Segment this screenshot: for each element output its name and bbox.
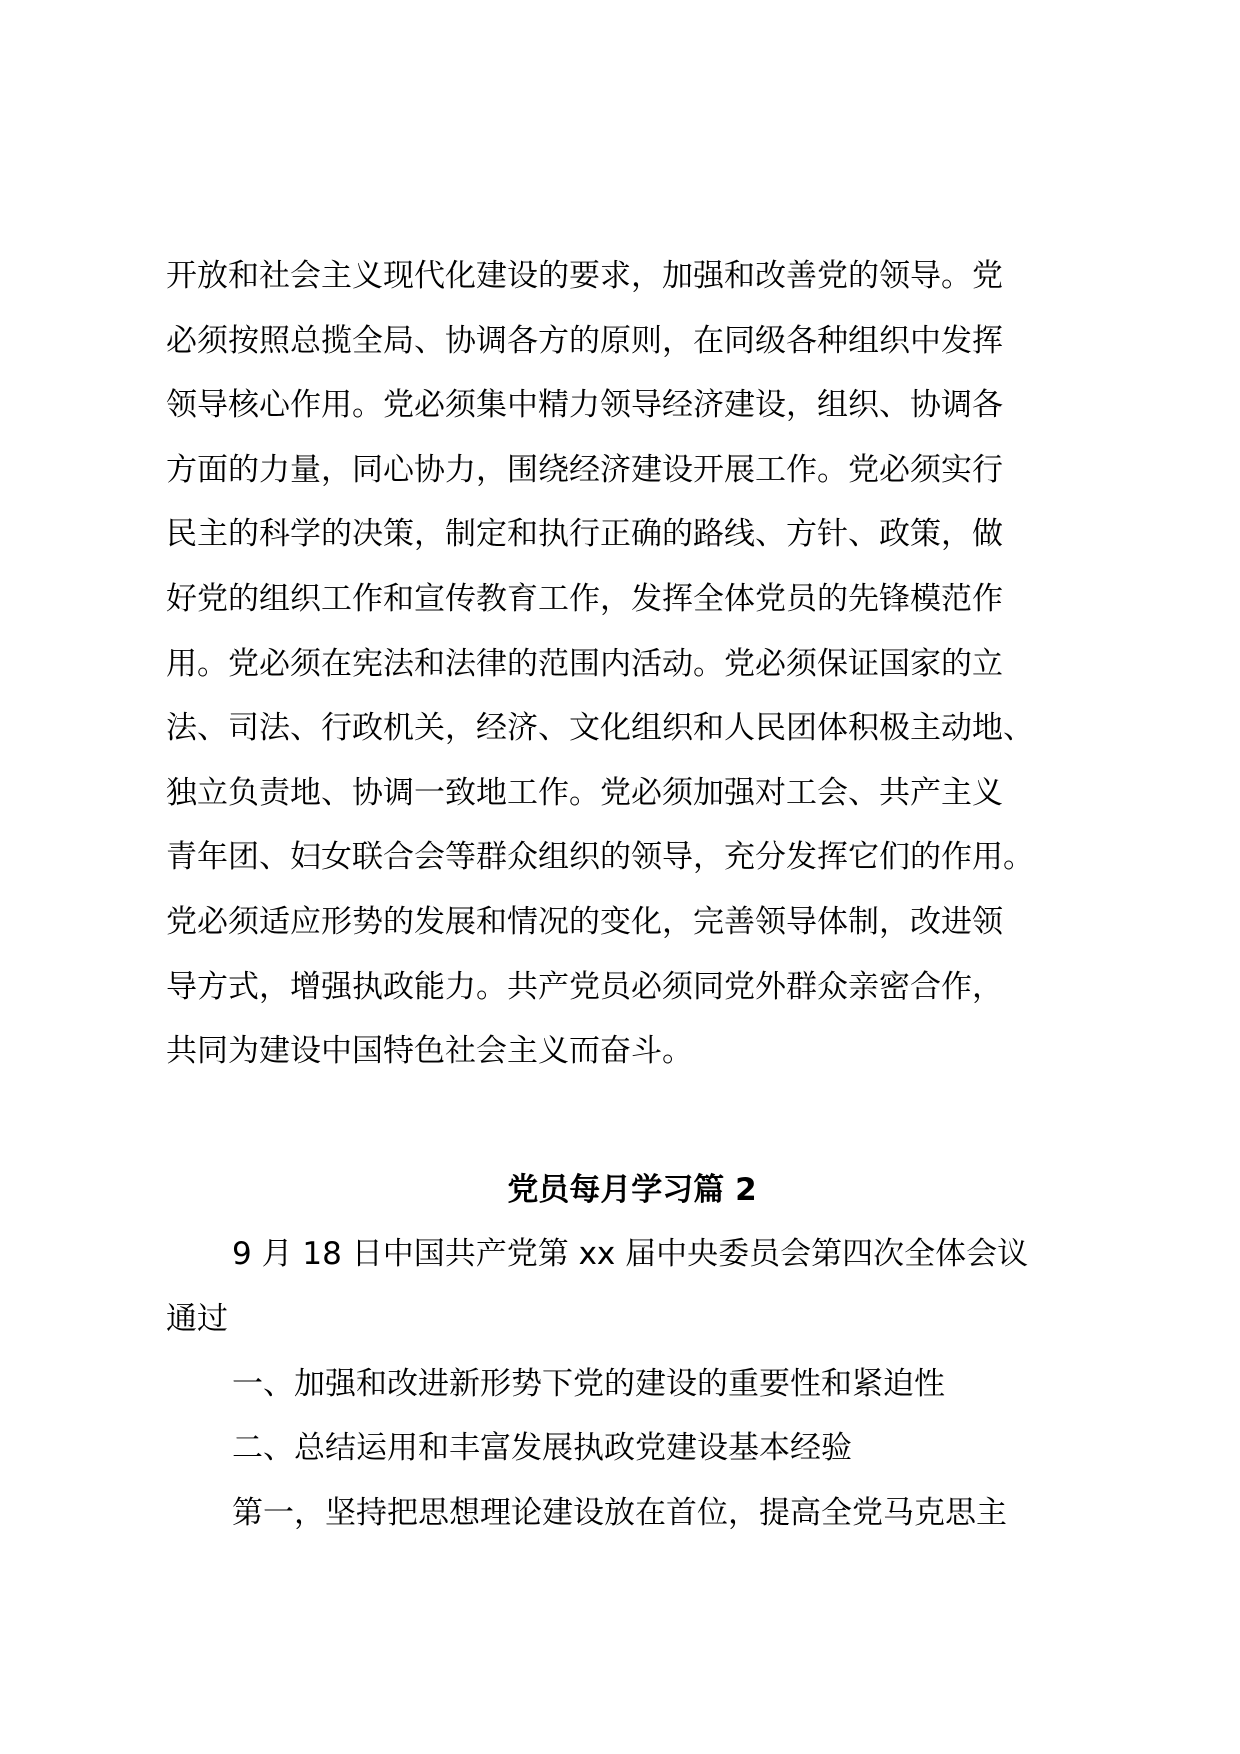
list-item: 一、加强和改进新形势下党的建设的重要性和紧迫性 xyxy=(232,1365,945,1402)
section-heading: 党员每月学习篇 2 xyxy=(507,1171,757,1208)
paragraph-line: 独立负责地、协调一致地工作。党必须加强对工会、共产主义 xyxy=(166,774,1003,811)
paragraph-line: 党必须适应形势的发展和情况的变化，完善领导体制，改进领 xyxy=(166,903,1003,940)
paragraph-line: 领导核心作用。党必须集中精力领导经济建设，组织、协调各 xyxy=(166,387,1003,424)
paragraph-line: 好党的组织工作和宣传教育工作，发挥全体党员的先锋模范作 xyxy=(166,580,1003,617)
document-body xyxy=(166,244,1086,1545)
list-item: 二、总结运用和丰富发展执政党建设基本经验 xyxy=(232,1430,852,1467)
paragraph-line: 方面的力量，同心协力，围绕经济建设开展工作。党必须实行 xyxy=(166,451,1003,488)
section-spacer xyxy=(166,1084,1086,1158)
paragraph-line: 第一，坚持把思想理论建设放在首位，提高全党马克思主 xyxy=(232,1494,1007,1531)
paragraph-line: 导方式，增强执政能力。共产党员必须同党外群众亲密合作， xyxy=(166,968,1003,1005)
paragraph-line: 共同为建设中国特色社会主义而奋斗。 xyxy=(166,1033,693,1070)
paragraph-line: 青年团、妇女联合会等群众组织的领导，充分发挥它们的作用。 xyxy=(166,839,1034,876)
paragraph-line: 开放和社会主义现代化建设的要求，加强和改善党的领导。党 xyxy=(166,258,1003,294)
paragraph-line: 通过 xyxy=(166,1300,228,1337)
paragraph-line: 必须按照总揽全局、协调各方的原则，在同级各种组织中发挥 xyxy=(166,322,1003,359)
paragraph-line: 用。党必须在宪法和法律的范围内活动。党必须保证国家的立 xyxy=(166,645,1003,682)
section1-paragraph xyxy=(166,244,1086,1084)
paragraph-line: 民主的科学的决策，制定和执行正确的路线、方针、政策，做 xyxy=(166,516,1003,553)
paragraph-line: 9 月 18 日中国共产党第 xx 届中央委员会第四次全体会议 xyxy=(232,1236,1029,1273)
paragraph-line: 法、司法、行政机关，经济、文化组织和人民团体积极主动地、 xyxy=(166,710,1034,747)
